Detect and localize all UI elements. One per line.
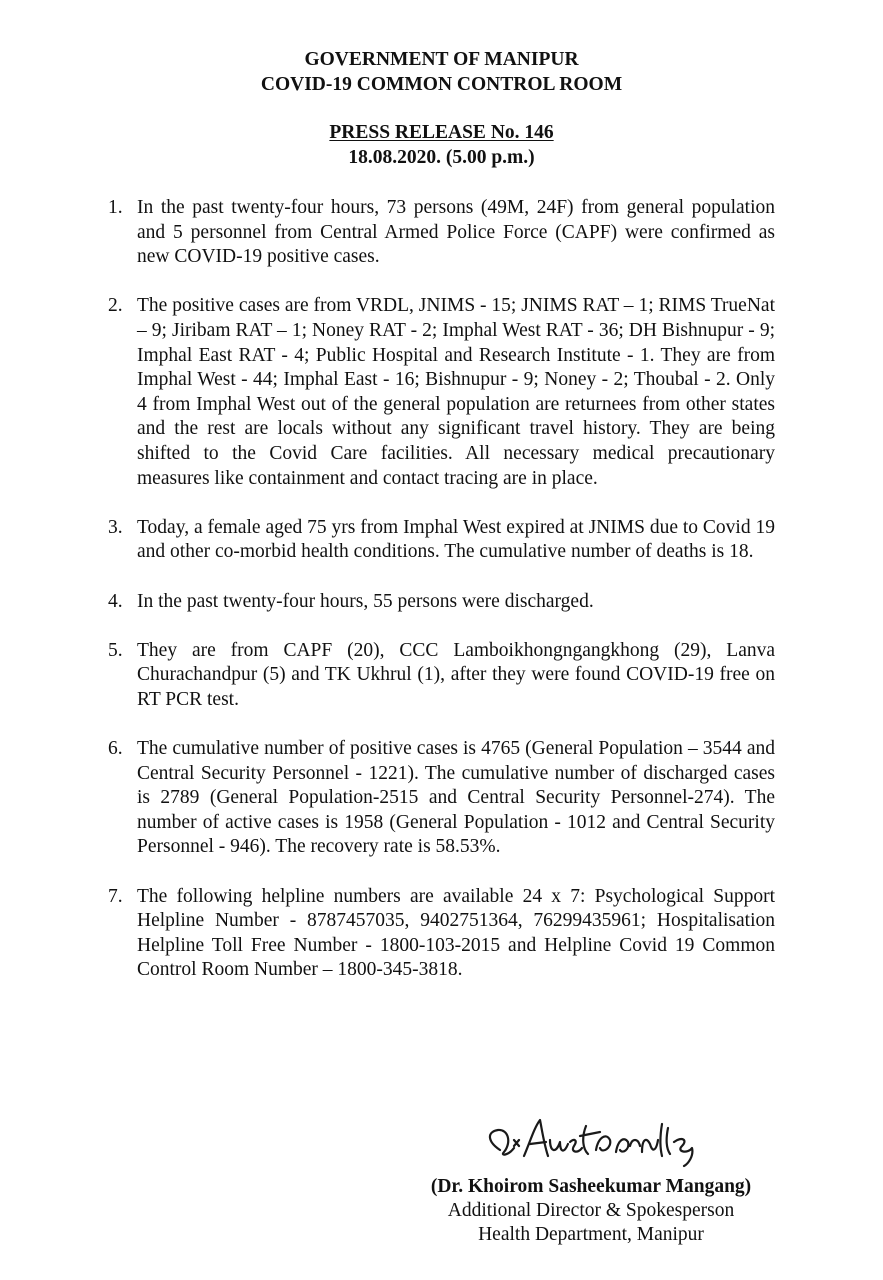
list-item <box>0 737 775 860</box>
signatory-title: Additional Director & Spokesperson <box>447 1200 735 1221</box>
item-text: In the past twenty-four hours, 55 persons were discharged. <box>137 590 594 612</box>
list-item <box>0 590 775 615</box>
item-number: 5. <box>108 639 123 661</box>
item-number: 4. <box>108 590 123 612</box>
release-items <box>0 196 883 1008</box>
item-text: They are from CAPF (20), CCC Lamboikhongngangkhong (29), Lanva Churachandpur (5) and TK Ukhrul (1), after they were found COVID-19 free on RT PCR test. <box>137 639 775 710</box>
item-text: The positive cases are from VRDL, JNIMS - 15; JNIMS RAT – 1; RIMS TrueNat – 9; Jiribam RAT – 1; Noney RAT - 2; Imphal West RAT - 36; DH Bishnupur - 9; Imphal East RAT - 4; Public Hospital and Research Institute - 1. They are from Imphal West - 44; Imphal East - 16; Bishnupur - 9; Noney - 2; Thoubal - 2. Only 4 from Imphal West out of the general population are returnees from other states and the rest are locals without any significant travel history. They are being shifted to the Covid Care facilities. All necessary medical precautionary measures like containment and contact tracing are in place. <box>137 295 775 489</box>
list-item <box>0 294 775 491</box>
item-number: 3. <box>108 516 123 538</box>
list-item <box>0 196 775 270</box>
item-text: The following helpline numbers are available 24 x 7: Psychological Support Helpline Number - 8787457035, 9402751364, 76299435961; Hospitalisation Helpline Toll Free Number - 1800-103-2015 and Helpline Covid 19 Common Control Room Number – 1800-345-3818. <box>137 885 775 981</box>
item-number: 7. <box>108 885 123 907</box>
list-item <box>0 516 775 565</box>
item-number: 2. <box>108 295 123 317</box>
release-date: 18.08.2020. (5.00 p.m.) <box>348 147 535 168</box>
unit-heading: COVID-19 COMMON CONTROL ROOM <box>260 74 623 95</box>
list-item <box>0 639 775 713</box>
handwritten-signature <box>478 1112 718 1170</box>
item-text: Today, a female aged 75 yrs from Imphal West expired at JNIMS due to Covid 19 and other co-morbid health conditions. The cumulative number of deaths is 18. <box>137 516 775 563</box>
list-item <box>0 885 775 983</box>
item-number: 1. <box>108 197 123 218</box>
signatory-department: Health Department, Manipur <box>478 1224 704 1245</box>
org-heading: GOVERNMENT OF MANIPUR <box>304 49 579 70</box>
press-release-title: PRESS RELEASE No. 146 <box>329 122 554 143</box>
item-number: 6. <box>108 738 123 760</box>
signatory-name: (Dr. Khoirom Sasheekumar Mangang) <box>430 1176 752 1197</box>
item-text: In the past twenty-four hours, 73 persons (49M, 24F) from general population and 5 personnel from Central Armed Police Force (CAPF) were confirmed as new COVID-19 positive cases. <box>137 197 775 268</box>
item-text: The cumulative number of positive cases is 4765 (General Population – 3544 and Central Security Personnel - 1221). The cumulative number of discharged cases is 2789 (General Population-2515 and Central Security Personnel-274). The number of active cases is 1958 (General Population - 1012 and Central Security Personnel - 946). The recovery rate is 58.53%. <box>137 738 775 858</box>
